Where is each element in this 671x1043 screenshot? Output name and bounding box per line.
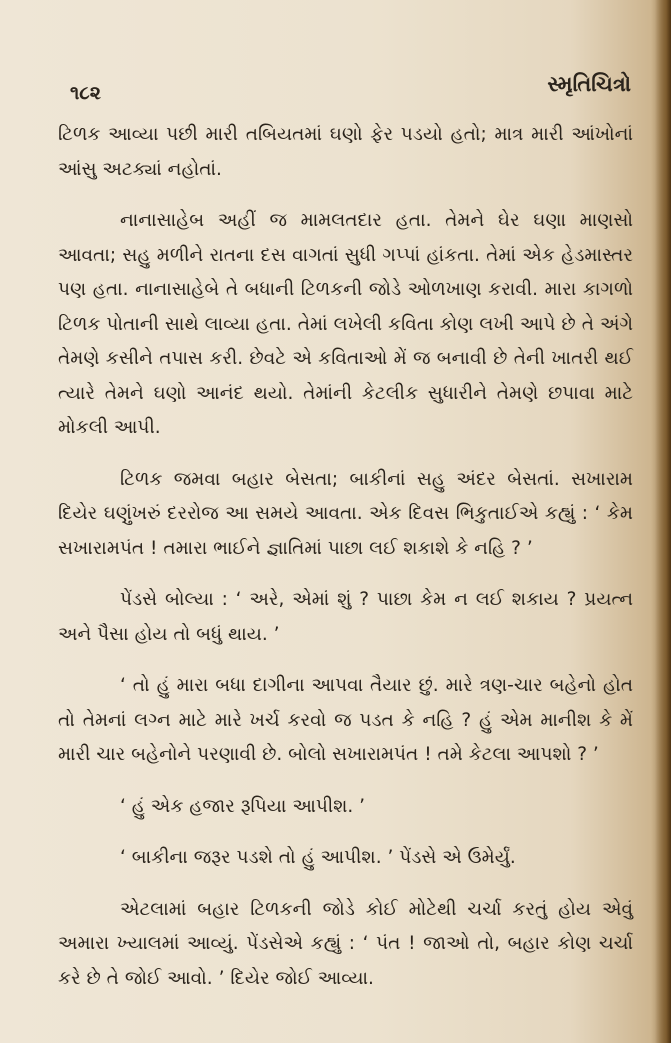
paragraph: એટલામાં બહાર ટિળકની જોડે કોઈ મોટેથી ચર્ચા કરતું હોય એવું અમારા ખ્યાલમાં આવ્યું. પેંડસેએ કહ્યું : ‘ પંત ! જાઓ તો, બહાર કોણ ચર્ચા કરે છે તે જોઈ આવો. ’ દિયેર જોઈ આવ્યા. [58,898,633,989]
paragraph: નાનાસાહેબ અહીં જ મામલતદાર હતા. તેમને ઘેર ઘણા માણસો આવતા; સહુ મળીને રાતના દસ વાગતાં સુધી ગપ્પાં હાંકતા. તેમાં એક હેડમાસ્તર પણ હતા. નાનાસાહેબે તે બધાની ટિળકની જોડે ઓળખાણ કરાવી. મારા કાગળો ટિળક પોતાની સાથે લાવ્યા હતા. તેમાં લખેલી કવિતા કોણ લખી આપે છે તે અંગે તેમણે કસીને તપાસ કરી. છેવટે એ કવિતાઓ મેં જ બનાવી છે તેની ખાતરી થઈ ત્યારે તેમને ઘણો આનંદ થયો. તેમાંની કેટલીક સુધારીને તેમણે છપાવા માટે મોકલી આપી. [58,210,633,438]
paragraph: ‘ હું એક હજાર રૂપિયા આપીશ. ’ [120,795,366,817]
page-number: ૧૮૨ [70,82,101,104]
paragraph: ટિળક આવ્યા પછી મારી તબિયતમાં ઘણો ફેર પડયો હતો; માત્ર મારી આંખોનાં આંસુ અટક્યાં નહોતાં. [58,124,633,180]
paragraph: ‘ તો હું મારા બધા દાગીના આપવા તૈયાર છું. મારે ત્રણ-ચાર બહેનો હોત તો તેમનાં લગ્ન માટે મારે ખર્ચ કરવો જ પડત કે નહિ ? હું એમ માનીશ કે મેં મારી ચાર બહેનોને પરણાવી છે. બોલો સખારામપંત ! તમે કેટલા આપશો ? ’ [58,675,633,765]
running-head: સ્મૃતિચિત્રો [547,72,631,96]
body-text [58,118,633,1013]
paragraph: પેંડસે બોલ્યા : ‘ અરે, એમાં શું ? પાછા કેમ ન લઈ શકાય ? પ્રયત્ન અને પૈસા હોય તો બધું થાય. ’ [58,589,633,645]
page-edge-shadow [655,0,671,1043]
paragraph: ‘ બાકીના જરૂર પડશે તો હું આપીશ. ’ પેંડસે એ ઉમેર્યું. [120,847,516,868]
paragraph: ટિળક જમવા બહાર બેસતા; બાકીનાં સહુ અંદર બેસતાં. સખારામ દિયેર ઘણુંખરું દરરોજ આ સમયે આવતા. એક દિવસ ભિકુતાઈએ કહ્યું : ‘ કેમ સખારામપંત ! તમારા ભાઈને જ્ઞાતિમાં પાછા લઈ શકાશે કે નહિ ? ’ [58,468,633,559]
